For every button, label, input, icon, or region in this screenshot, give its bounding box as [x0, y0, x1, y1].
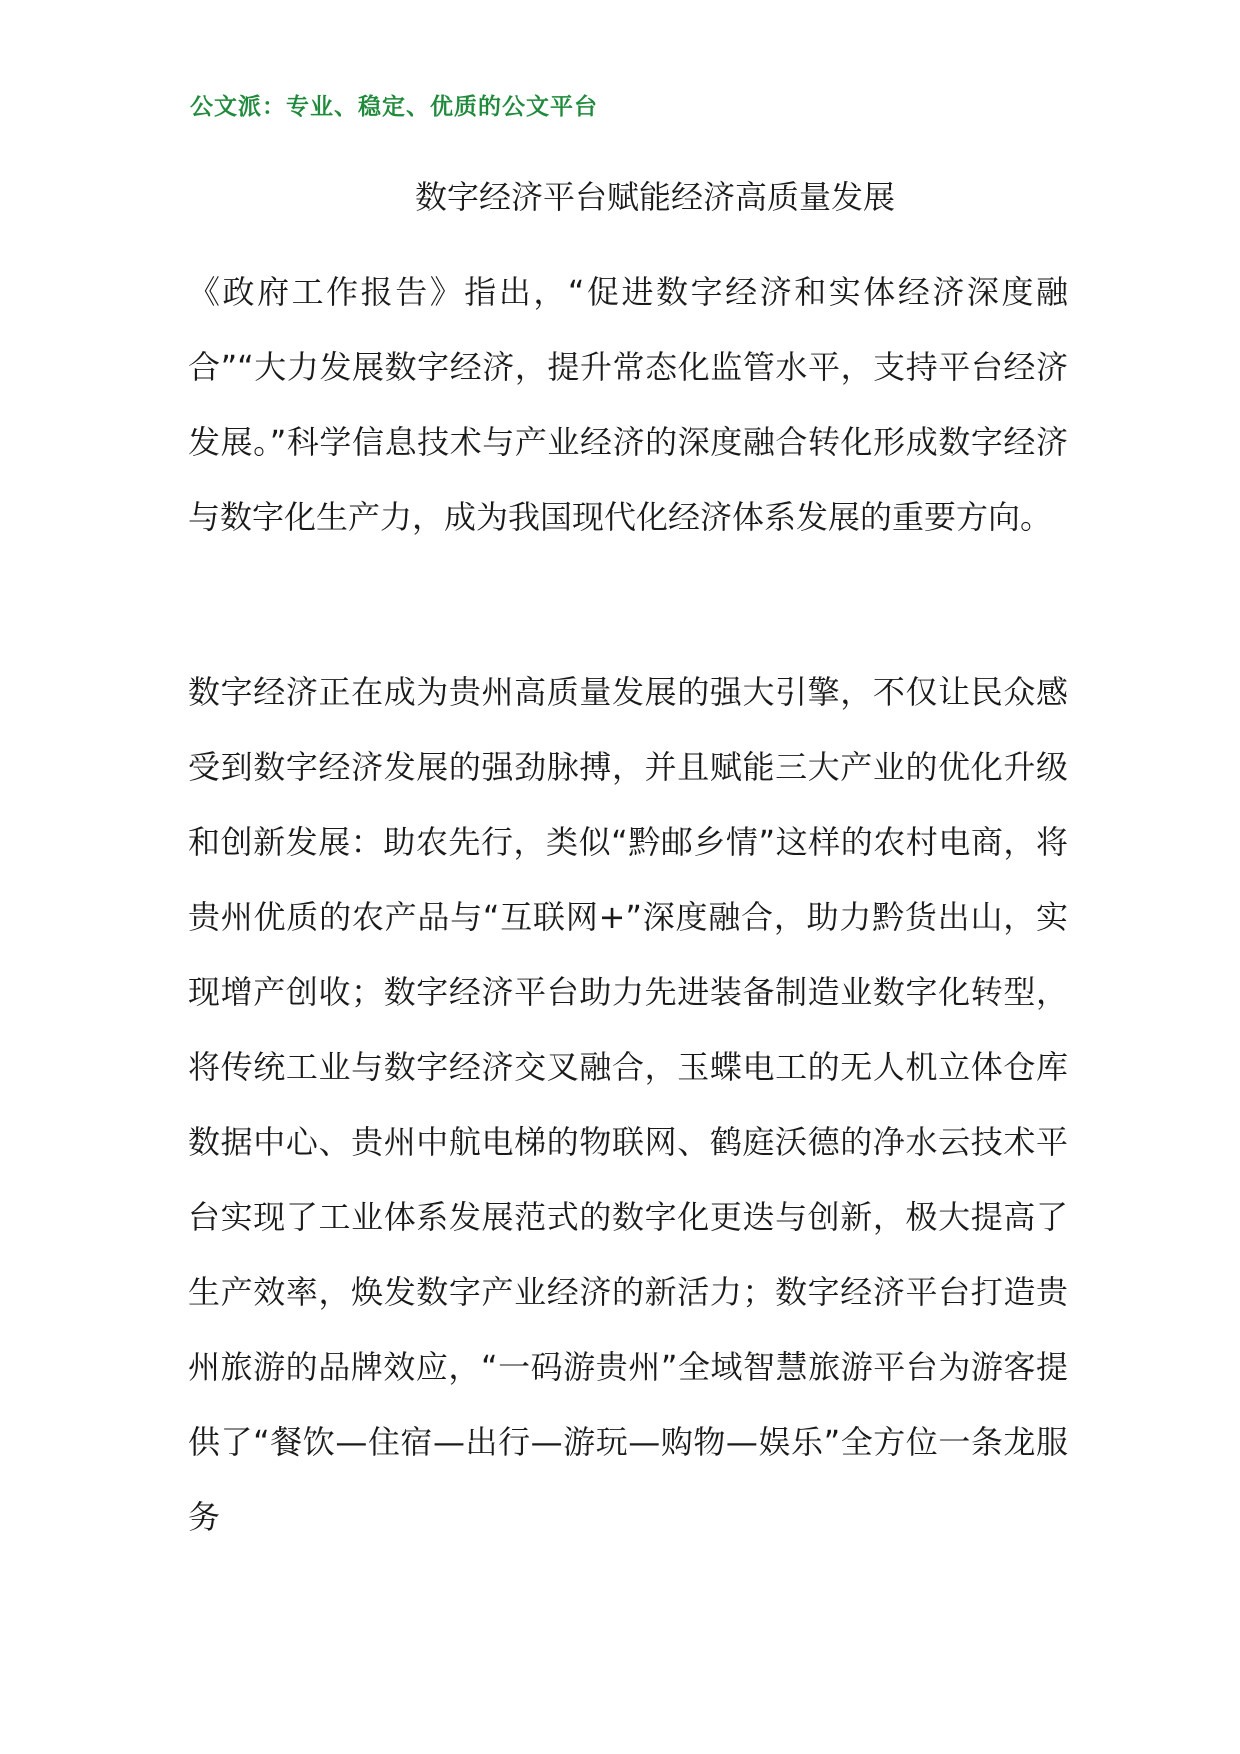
paragraph-2: 数字经济正在成为贵州高质量发展的强大引擎，不仅让民众感受到数字经济发展的强劲脉搏，并且赋能三大产业的优化升级和创新发展：助农先行，类似“黔邮乡情”这样的农村电商，将贵州优质的农产品与“互联网+”深度融合，助力黔货出山，实现增产创收；数字经济平台助力先进装备制造业数字化转型，将传统工业与数字经济交叉融合，玉蝶电工的无人机立体仓库数据中心、贵州中航电梯的物联网、鹤庭沃德的净水云技术平台实现了工业体系发展范式的数字化更迭与创新，极大提高了生产效率，焕发数字产业经济的新活力；数字经济平台打造贵州旅游的品牌效应，“一码游贵州”全域智慧旅游平台为游客提供了“餐饮—住宿—出行—游玩—购物—娱乐”全方位一条龙服务 — [188, 673, 1068, 1536]
paragraph-1: 《政府工作报告》指出，“促进数字经济和实体经济深度融合”“大力发展数字经济，提升常态化监管水平，支持平台经济发展。”科学信息技术与产业经济的深度融合转化形成数字经济与数字化生产力，成为我国现代化经济体系发展的重要方向。 — [188, 273, 1068, 536]
brand-header: 公文派：专业、稳定、优质的公文平台 — [190, 94, 598, 120]
document-title: 数字经济平台赋能经济高质量发展 — [414, 178, 895, 216]
